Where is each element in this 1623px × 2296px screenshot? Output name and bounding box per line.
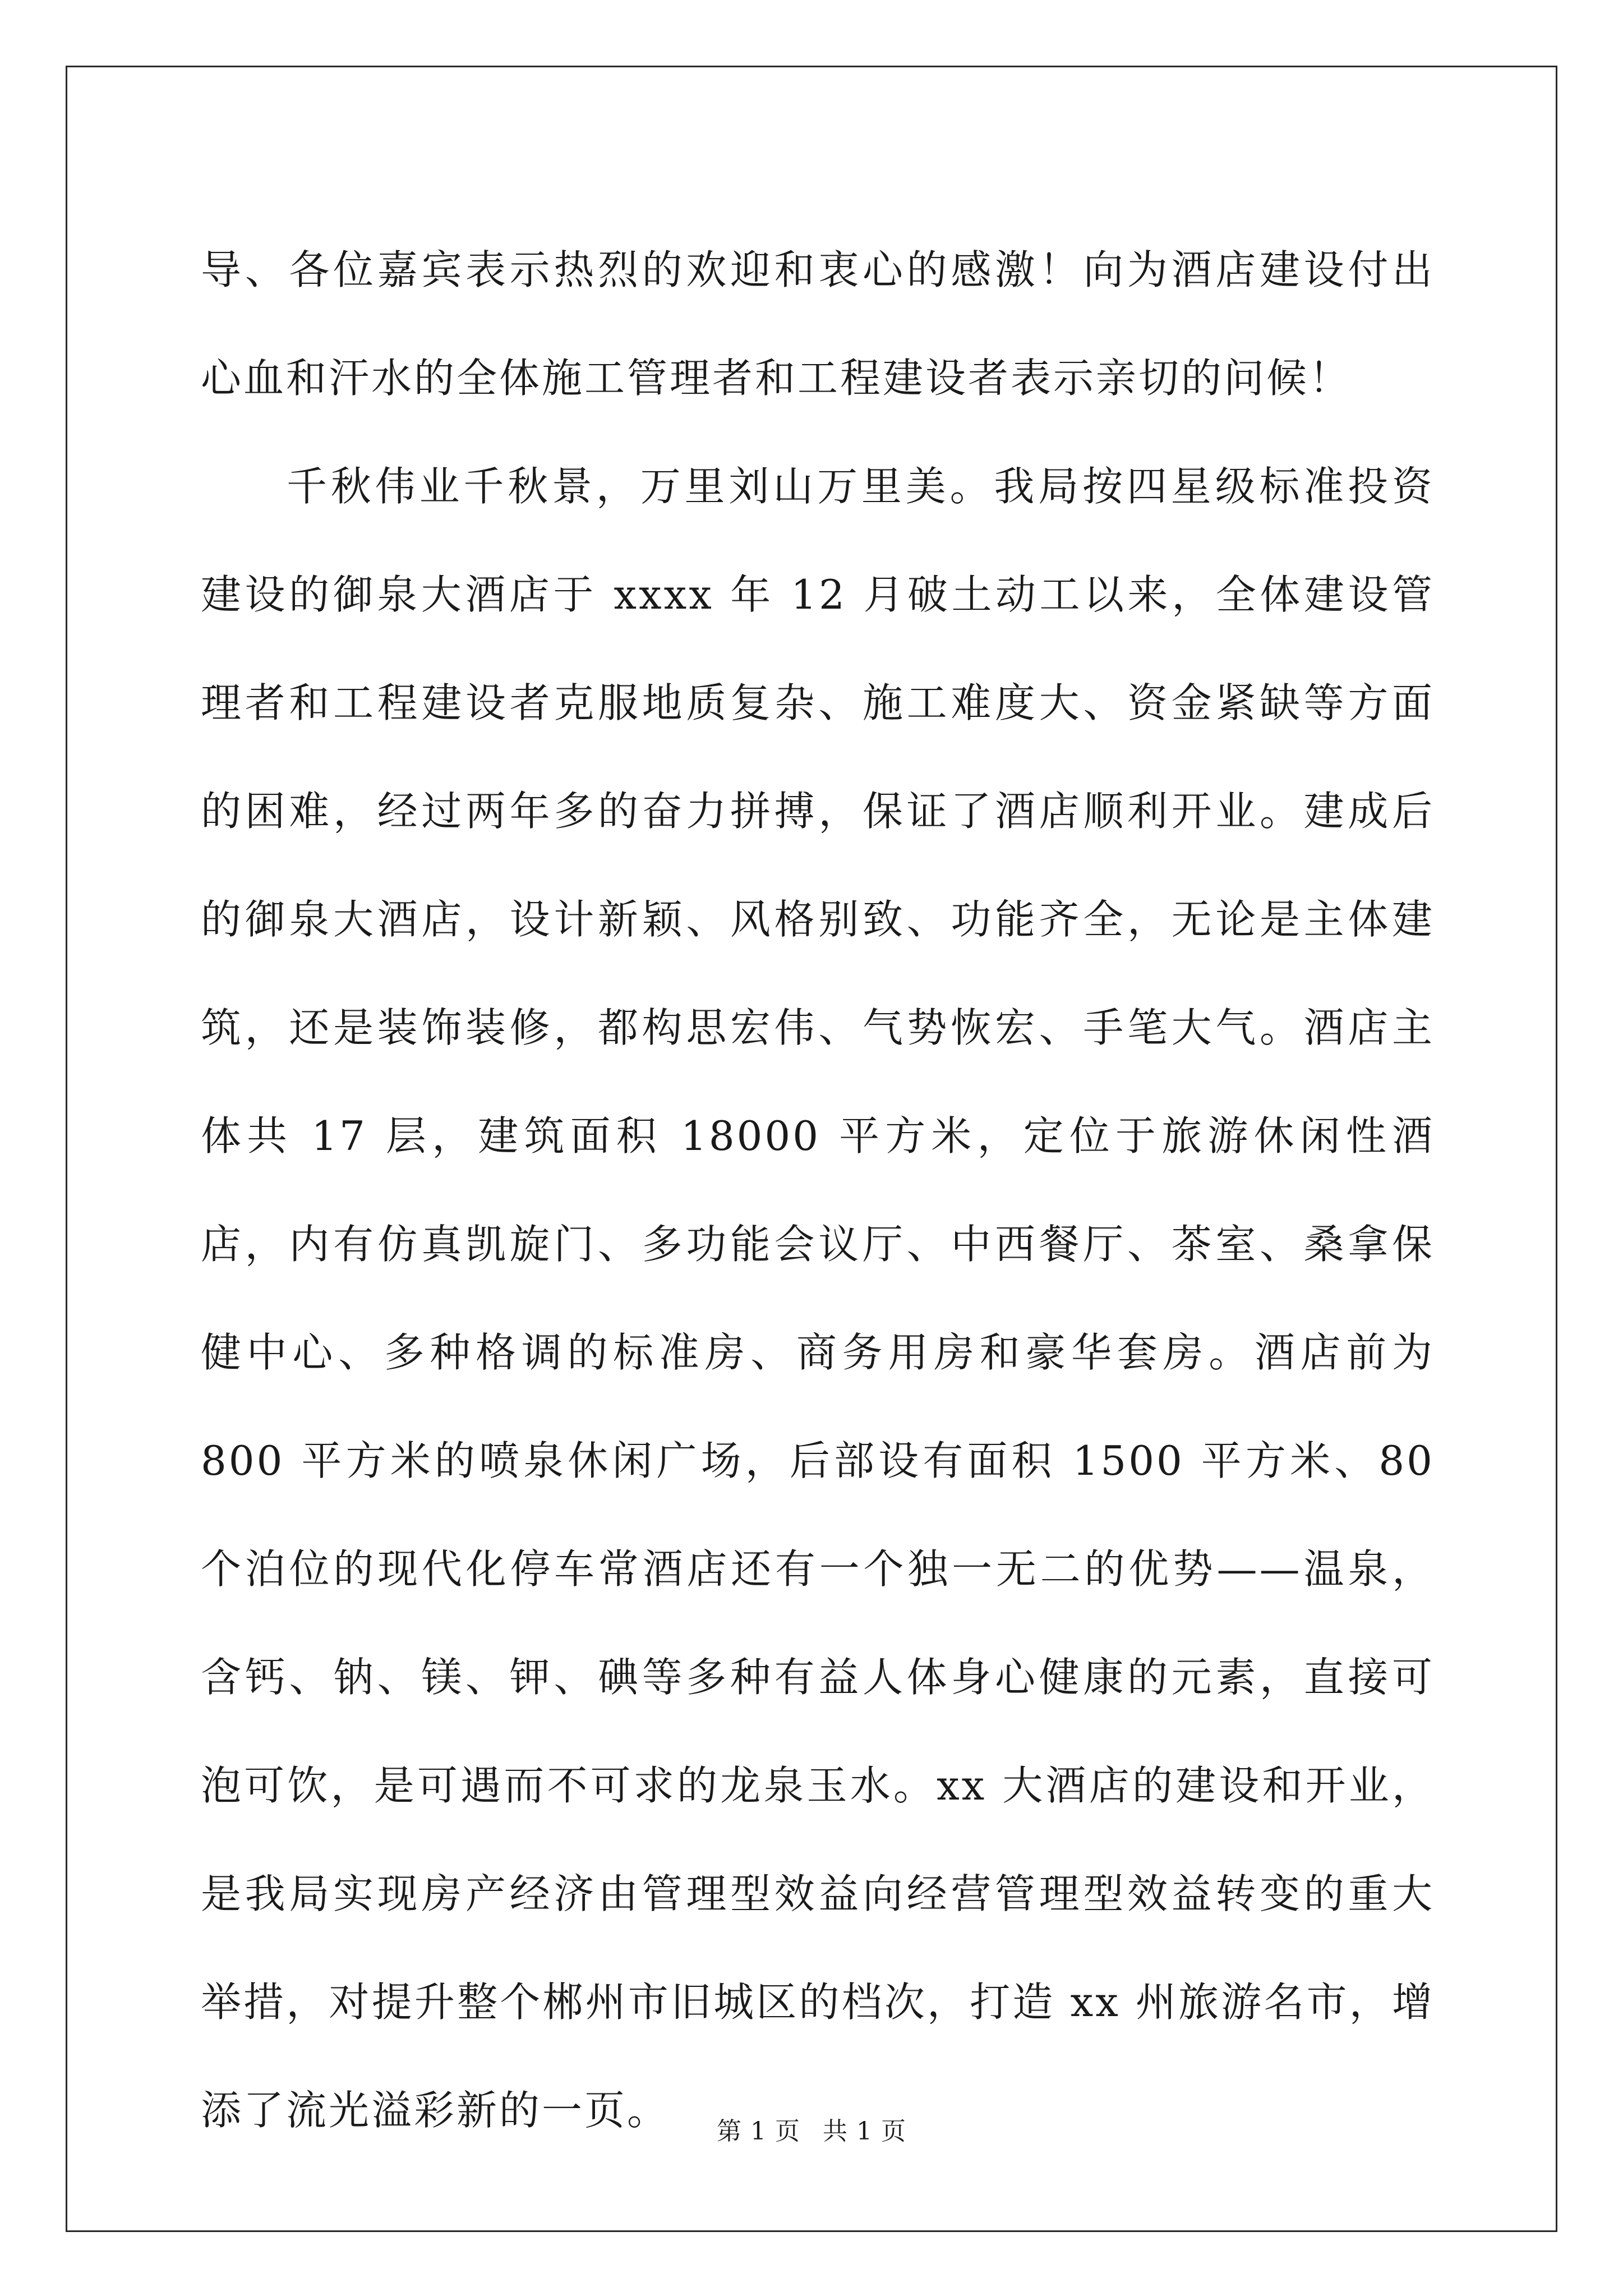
page-footer [0,2115,1623,2148]
document-body [201,216,1435,2165]
paragraph-2: 千秋伟业千秋景，万里刘山万里美。我局按四星级标准投资建设的御泉大酒店于 xxxx 年 12 月破土动工以来，全体建设管理者和工程建设者克服地质复杂、施工难度大、资金紧缺等方面的困难，经过两年多的奋力拼搏，保证了酒店顺利开业。建成后的御泉大酒店，设计新颖、风格别致、功能齐全，无论是主体建筑，还是装饰装修，都构思宏伟、气势恢宏、手笔大气。酒店主体共 17 层，建筑面积 18000 平方米，定位于旅游休闲性酒店，内有仿真凯旋门、多功能会议厅、中西餐厅、茶室、桑拿保健中心、多种格调的标准房、商务用房和豪华套房。酒店前为 800 平方米的喷泉休闲广场，后部设有面积 1500 平方米、80 个泊位的现代化停车常酒店还有一个独一无二的优势——温泉，含钙、钠、镁、钾、碘等多种有益人体身心健康的元素，直接可泡可饮，是可遇而不可求的龙泉玉水。xx 大酒店的建设和开业，是我局实现房产经济由管理型效益向经营管理型效益转变的重大举措，对提升整个郴州市旧城区的档次，打造 xx 州旅游名市，增添了流光溢彩新的一页。 [201,463,1435,2134]
paragraph-1: 导、各位嘉宾表示热烈的欢迎和衷心的感激！向为酒店建设付出心血和汗水的全体施工管理者和工程建设者表示亲切的问候！ [201,246,1435,402]
page-number-current: 第 1 页 [717,2117,800,2146]
page-number-total: 共 1 页 [823,2117,906,2146]
